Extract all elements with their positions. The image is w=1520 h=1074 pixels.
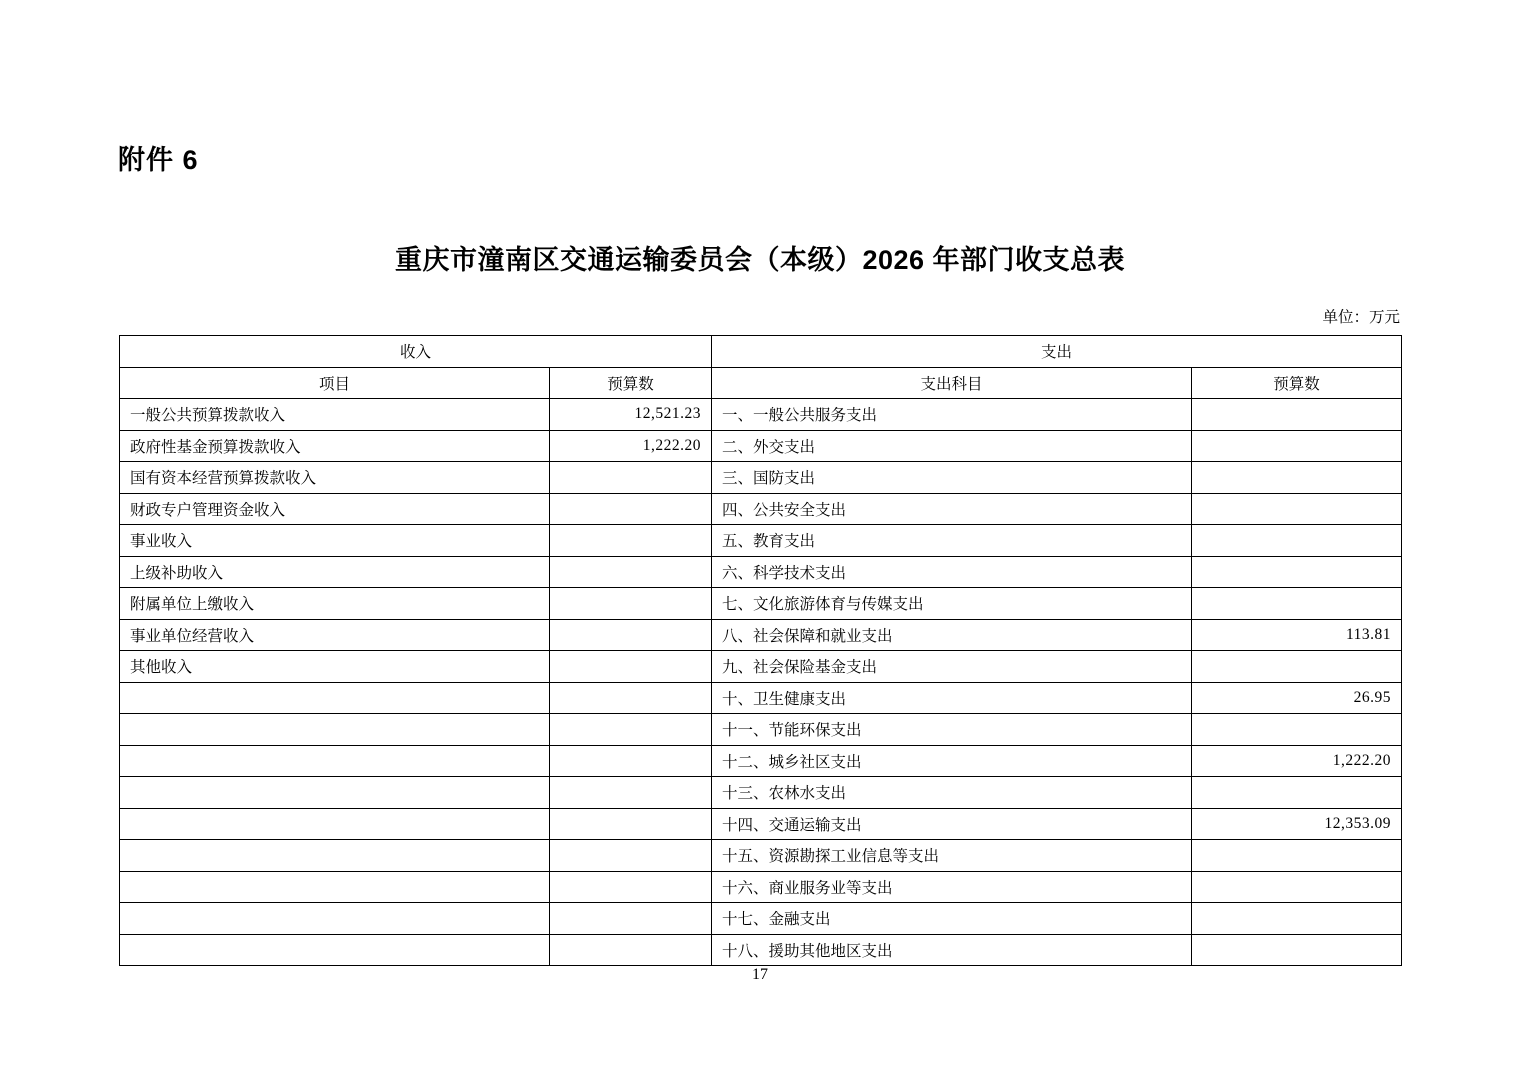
cell-income-budget <box>550 934 712 966</box>
cell-income-item: 一般公共预算拨款收入 <box>120 399 550 431</box>
cell-expenditure-item: 六、科学技术支出 <box>712 556 1192 588</box>
cell-expenditure-item: 三、国防支出 <box>712 462 1192 494</box>
cell-income-budget <box>550 462 712 494</box>
cell-expenditure-item: 十四、交通运输支出 <box>712 808 1192 840</box>
cell-expenditure-budget <box>1192 588 1402 620</box>
cell-income-item: 上级补助收入 <box>120 556 550 588</box>
cell-income-budget <box>550 619 712 651</box>
cell-expenditure-item: 一、一般公共服务支出 <box>712 399 1192 431</box>
cell-expenditure-item: 八、社会保障和就业支出 <box>712 619 1192 651</box>
cell-expenditure-item: 二、外交支出 <box>712 430 1192 462</box>
cell-income-budget <box>550 493 712 525</box>
table-row <box>120 588 1402 620</box>
table-row <box>120 651 1402 683</box>
cell-income-budget <box>550 808 712 840</box>
page-number: 17 <box>752 966 768 983</box>
cell-income-budget <box>550 903 712 935</box>
cell-income-item: 事业收入 <box>120 525 550 557</box>
cell-income-budget <box>550 682 712 714</box>
cell-income-budget <box>550 777 712 809</box>
table-row <box>120 714 1402 746</box>
cell-expenditure-item: 十二、城乡社区支出 <box>712 745 1192 777</box>
table-row <box>120 556 1402 588</box>
cell-income-item <box>120 840 550 872</box>
group-header-expenditure: 支出 <box>712 336 1402 368</box>
cell-expenditure-budget <box>1192 556 1402 588</box>
column-header-expenditure-budget: 预算数 <box>1192 367 1402 399</box>
table-group-header-row <box>120 336 1402 368</box>
cell-income-budget: 1,222.20 <box>550 430 712 462</box>
table-row <box>120 745 1402 777</box>
cell-expenditure-item: 五、教育支出 <box>712 525 1192 557</box>
cell-income-item <box>120 714 550 746</box>
cell-expenditure-item: 十六、商业服务业等支出 <box>712 871 1192 903</box>
cell-expenditure-budget: 1,222.20 <box>1192 745 1402 777</box>
cell-income-item <box>120 682 550 714</box>
cell-expenditure-budget <box>1192 840 1402 872</box>
table-row <box>120 399 1402 431</box>
cell-income-item <box>120 777 550 809</box>
cell-income-item <box>120 934 550 966</box>
table-row <box>120 871 1402 903</box>
group-header-income: 收入 <box>120 336 712 368</box>
cell-income-budget <box>550 525 712 557</box>
cell-expenditure-budget <box>1192 462 1402 494</box>
cell-income-item: 事业单位经营收入 <box>120 619 550 651</box>
table-row <box>120 777 1402 809</box>
cell-expenditure-budget <box>1192 525 1402 557</box>
cell-income-budget <box>550 714 712 746</box>
cell-income-budget <box>550 588 712 620</box>
cell-expenditure-budget <box>1192 871 1402 903</box>
cell-income-budget <box>550 556 712 588</box>
column-header-income-item: 项目 <box>120 367 550 399</box>
cell-income-item: 其他收入 <box>120 651 550 683</box>
budget-summary-table <box>119 335 1402 966</box>
table-row <box>120 462 1402 494</box>
cell-income-item <box>120 808 550 840</box>
cell-expenditure-budget <box>1192 651 1402 683</box>
table-row <box>120 493 1402 525</box>
cell-expenditure-item: 七、文化旅游体育与传媒支出 <box>712 588 1192 620</box>
cell-income-item: 财政专户管理资金收入 <box>120 493 550 525</box>
unit-note: 单位：万元 <box>1322 309 1400 326</box>
cell-expenditure-budget <box>1192 493 1402 525</box>
column-header-expenditure-item: 支出科目 <box>712 367 1192 399</box>
table-row <box>120 903 1402 935</box>
table-row <box>120 934 1402 966</box>
cell-expenditure-budget: 113.81 <box>1192 619 1402 651</box>
table-row <box>120 808 1402 840</box>
cell-income-item: 政府性基金预算拨款收入 <box>120 430 550 462</box>
cell-expenditure-item: 十三、农林水支出 <box>712 777 1192 809</box>
cell-expenditure-item: 九、社会保险基金支出 <box>712 651 1192 683</box>
cell-income-budget <box>550 871 712 903</box>
cell-expenditure-item: 十五、资源勘探工业信息等支出 <box>712 840 1192 872</box>
cell-income-item: 国有资本经营预算拨款收入 <box>120 462 550 494</box>
cell-expenditure-budget <box>1192 714 1402 746</box>
cell-expenditure-budget: 26.95 <box>1192 682 1402 714</box>
cell-income-item <box>120 871 550 903</box>
cell-expenditure-item: 十七、金融支出 <box>712 903 1192 935</box>
page-title: 重庆市潼南区交通运输委员会（本级）2026 年部门收支总表 <box>394 245 1126 275</box>
table-row <box>120 430 1402 462</box>
cell-expenditure-budget <box>1192 777 1402 809</box>
cell-expenditure-item: 十、卫生健康支出 <box>712 682 1192 714</box>
cell-expenditure-budget: 12,353.09 <box>1192 808 1402 840</box>
table-row <box>120 525 1402 557</box>
cell-income-budget <box>550 840 712 872</box>
cell-income-item <box>120 745 550 777</box>
cell-expenditure-item: 十一、节能环保支出 <box>712 714 1192 746</box>
cell-income-budget <box>550 651 712 683</box>
cell-expenditure-budget <box>1192 430 1402 462</box>
cell-income-item <box>120 903 550 935</box>
table-row <box>120 619 1402 651</box>
table-row <box>120 682 1402 714</box>
cell-income-item: 附属单位上缴收入 <box>120 588 550 620</box>
cell-income-budget <box>550 745 712 777</box>
cell-expenditure-item: 十八、援助其他地区支出 <box>712 934 1192 966</box>
cell-expenditure-item: 四、公共安全支出 <box>712 493 1192 525</box>
attachment-label: 附件 6 <box>118 145 199 175</box>
cell-expenditure-budget <box>1192 903 1402 935</box>
column-header-income-budget: 预算数 <box>550 367 712 399</box>
table-column-header-row <box>120 367 1402 399</box>
cell-income-budget: 12,521.23 <box>550 399 712 431</box>
cell-expenditure-budget <box>1192 399 1402 431</box>
table-row <box>120 840 1402 872</box>
cell-expenditure-budget <box>1192 934 1402 966</box>
